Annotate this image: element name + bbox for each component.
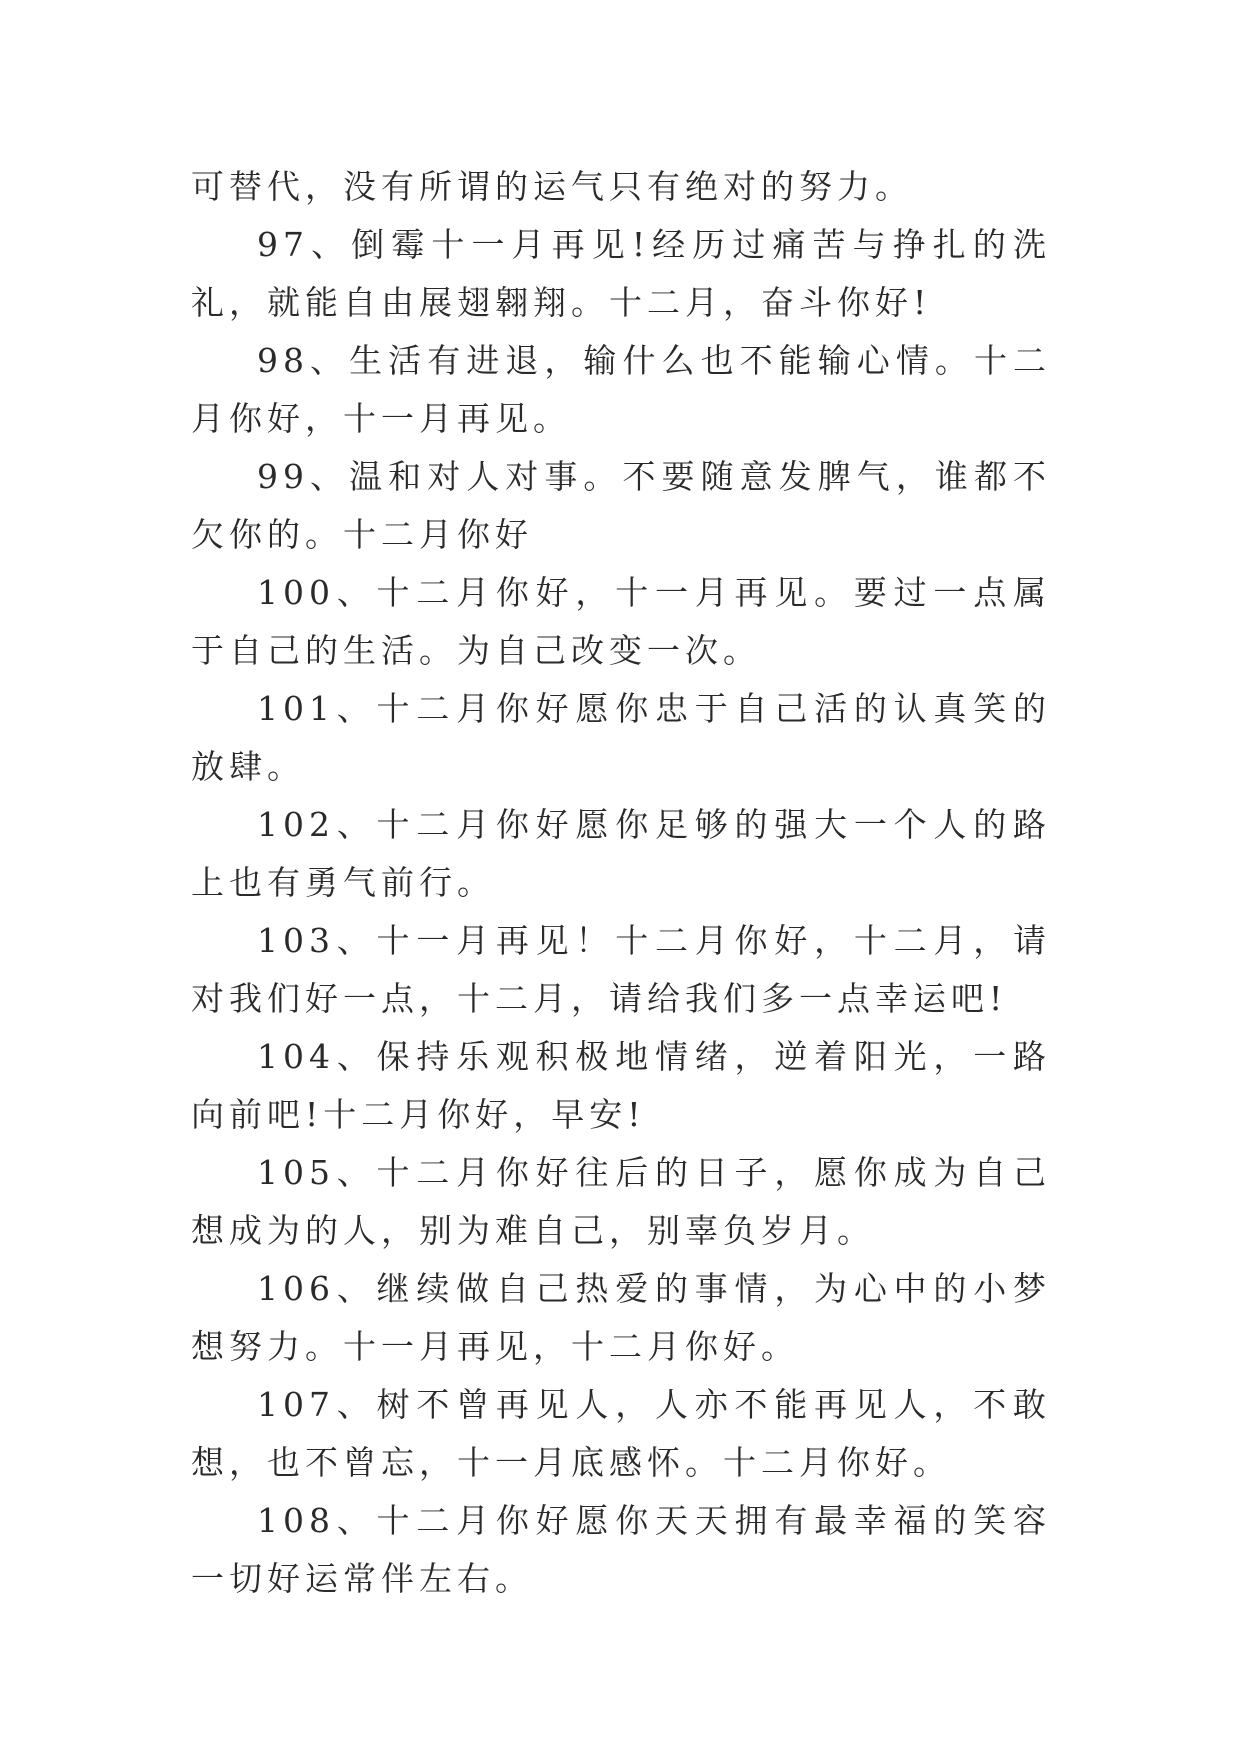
entry-97: 97、倒霉十一月再见!经历过痛苦与挣扎的洗礼，就能自由展翅翱翔。十二月，奋斗你好! <box>191 225 1051 322</box>
entry-100: 100、十二月你好，十一月再见。要过一点属于自己的生活。为自己改变一次。 <box>191 573 1051 670</box>
entry-98: 98、生活有进退，输什么也不能输心情。十二月你好，十一月再见。 <box>191 341 1051 438</box>
entry-101: 101、十二月你好愿你忠于自己活的认真笑的放肆。 <box>191 689 1051 786</box>
document-body <box>191 158 1051 1608</box>
entry-105: 105、十二月你好往后的日子，愿你成为自己想成为的人，别为难自己，别辜负岁月。 <box>191 1153 1051 1250</box>
entry-103: 103、十一月再见！十二月你好，十二月，请对我们好一点，十二月，请给我们多一点幸运吧! <box>191 921 1051 1018</box>
entry-104: 104、保持乐观积极地情绪，逆着阳光，一路向前吧!十二月你好，早安! <box>191 1037 1051 1134</box>
entry-99: 99、温和对人对事。不要随意发脾气，谁都不欠你的。十二月你好 <box>191 457 1051 554</box>
entry-106: 106、继续做自己热爱的事情，为心中的小梦想努力。十一月再见，十二月你好。 <box>191 1269 1051 1366</box>
entry-102: 102、十二月你好愿你足够的强大一个人的路上也有勇气前行。 <box>191 805 1051 902</box>
entry-108: 108、十二月你好愿你天天拥有最幸福的笑容一切好运常伴左右。 <box>191 1501 1051 1598</box>
entry-107: 107、树不曾再见人，人亦不能再见人，不敢想，也不曾忘，十一月底感怀。十二月你好。 <box>191 1385 1051 1482</box>
continued-paragraph: 可替代，没有所谓的运气只有绝对的努力。 <box>191 167 913 206</box>
